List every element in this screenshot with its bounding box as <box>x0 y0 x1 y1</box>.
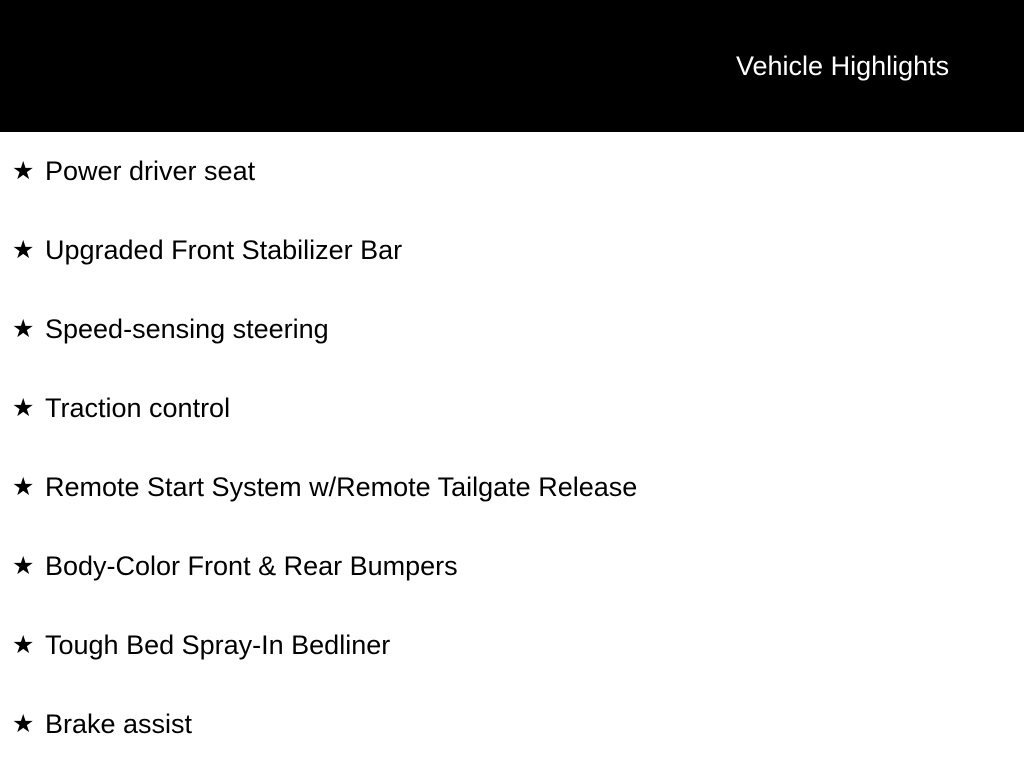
highlight-label: Upgraded Front Stabilizer Bar <box>45 235 403 265</box>
star-icon: ★ <box>12 631 35 659</box>
star-icon: ★ <box>12 552 35 580</box>
list-item <box>0 606 1024 685</box>
highlight-label: Body-Color Front & Rear Bumpers <box>45 551 458 581</box>
star-icon: ★ <box>12 236 35 264</box>
header-bar <box>0 0 1024 132</box>
star-icon: ★ <box>12 473 35 501</box>
star-icon: ★ <box>12 710 35 738</box>
list-item <box>0 132 1024 211</box>
page-title: Vehicle Highlights <box>736 50 950 81</box>
list-item <box>0 527 1024 606</box>
highlight-label: Traction control <box>45 393 231 423</box>
list-item <box>0 290 1024 369</box>
star-icon: ★ <box>12 315 35 343</box>
star-icon: ★ <box>12 157 35 185</box>
list-item <box>0 369 1024 448</box>
list-item <box>0 685 1024 764</box>
highlight-label: Power driver seat <box>45 156 256 186</box>
highlight-label: Remote Start System w/Remote Tailgate Release <box>45 472 638 502</box>
highlight-label: Brake assist <box>45 709 193 739</box>
highlight-label: Tough Bed Spray-In Bedliner <box>45 630 391 660</box>
list-item <box>0 448 1024 527</box>
highlight-label: Speed-sensing steering <box>45 314 329 344</box>
list-item <box>0 211 1024 290</box>
highlights-list <box>0 132 1024 764</box>
star-icon: ★ <box>12 394 35 422</box>
